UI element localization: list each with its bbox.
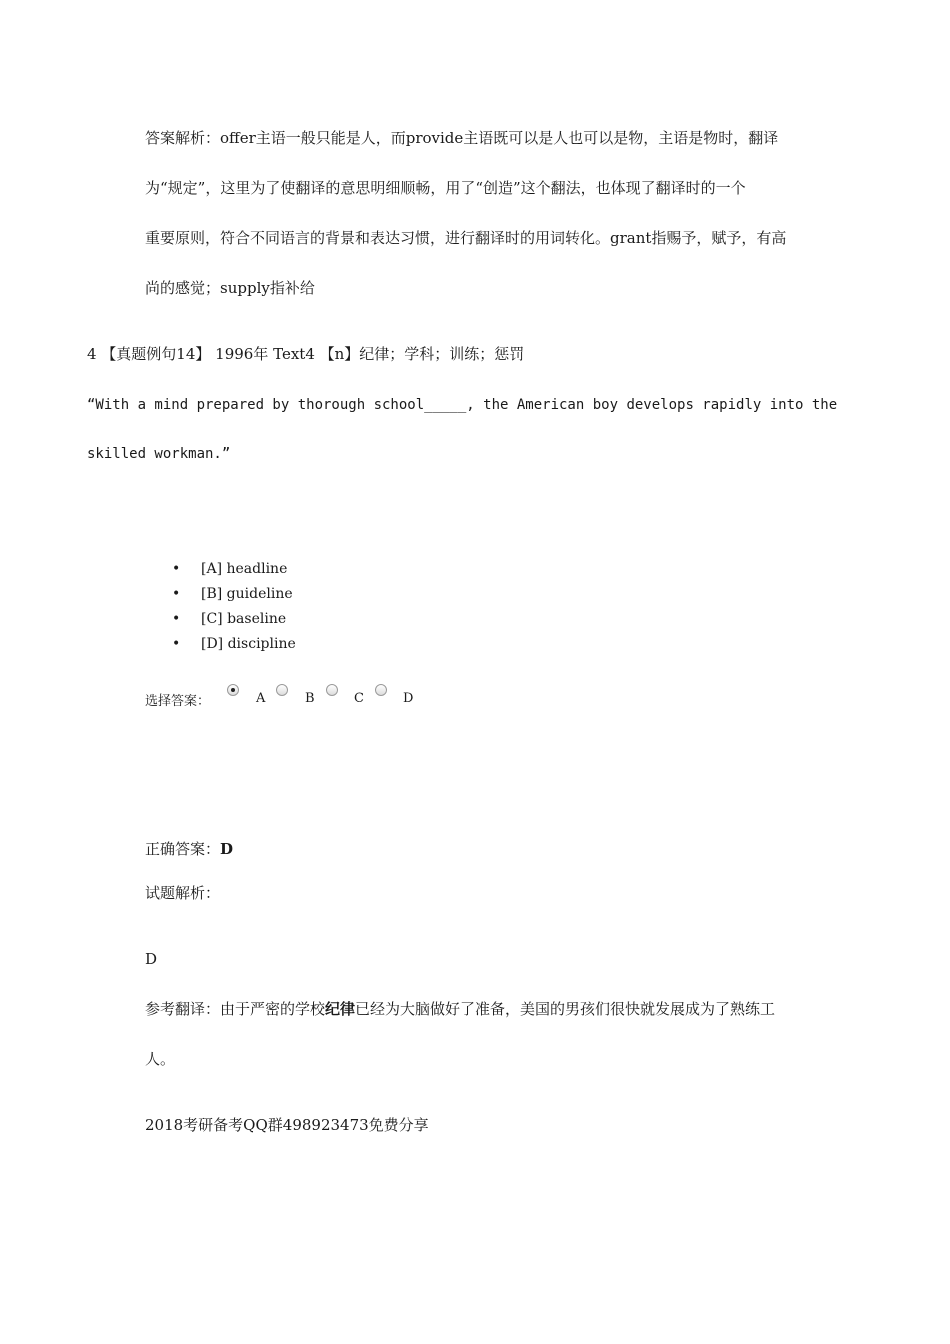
correct-answer [145, 839, 233, 859]
correct-answer-value: D [220, 840, 234, 858]
translation-line-1 [145, 999, 775, 1019]
option-a [172, 558, 296, 583]
bullet-icon: • [172, 586, 181, 602]
radio-d[interactable] [375, 684, 387, 696]
option-a-label: [A] headline [201, 561, 288, 577]
translation-line-2: 人。 [145, 1050, 176, 1068]
analysis-line-3: 重要原则，符合不同语言的背景和表达习惯，进行翻译时的用词转化。grant指赐予，赋予，有高 [145, 229, 787, 247]
question-sentence-line-1: “With a mind prepared by thorough school_____, the American boy develops rapidly into the [87, 397, 838, 413]
radio-c-label: C [354, 691, 364, 706]
choose-answer-label: 选择答案： [145, 694, 211, 709]
radio-b[interactable] [276, 684, 288, 696]
option-d-label: [D] discipline [201, 636, 296, 652]
question-sentence-line-2: skilled workman.” [87, 446, 231, 462]
question-heading: 4 【真题例句14】 1996年 Text4 【n】纪律；学科；训练；惩罚 [87, 345, 525, 363]
radio-a[interactable] [227, 684, 239, 696]
radio-b-label: B [305, 691, 315, 706]
bullet-icon: • [172, 636, 181, 652]
option-list [172, 558, 296, 658]
correct-answer-label: 正确答案： [145, 840, 221, 858]
translation-prefix: 参考翻译：由于严密的学校 [145, 1000, 326, 1018]
option-b-label: [B] guideline [201, 586, 293, 602]
analysis-line-1: 答案解析：offer主语一般只能是人，而provide主语既可以是人也可以是物，主语是物时，翻译 [145, 129, 779, 147]
radio-a-label: A [256, 691, 266, 706]
option-c-label: [C] baseline [201, 611, 287, 627]
translation-rest: 已经为大脑做好了准备，美国的男孩们很快就发展成为了熟练工 [355, 1000, 776, 1018]
analysis-line-2: 为“规定”，这里为了使翻译的意思明细顺畅，用了“创造”这个翻法，也体现了翻译时的一个 [145, 179, 746, 197]
option-c [172, 608, 296, 633]
option-b [172, 583, 296, 608]
radio-c[interactable] [326, 684, 338, 696]
footer-note: 2018考研备考QQ群498923473免费分享 [145, 1116, 429, 1134]
translation-keyword: 纪律 [325, 1000, 356, 1018]
bullet-icon: • [172, 561, 181, 577]
bullet-icon: • [172, 611, 181, 627]
analysis-line-4: 尚的感觉；supply指补给 [145, 279, 315, 297]
option-d [172, 633, 296, 658]
analysis-value: D [145, 950, 158, 968]
analysis-label: 试题解析： [145, 884, 221, 902]
radio-d-label: D [403, 691, 414, 706]
